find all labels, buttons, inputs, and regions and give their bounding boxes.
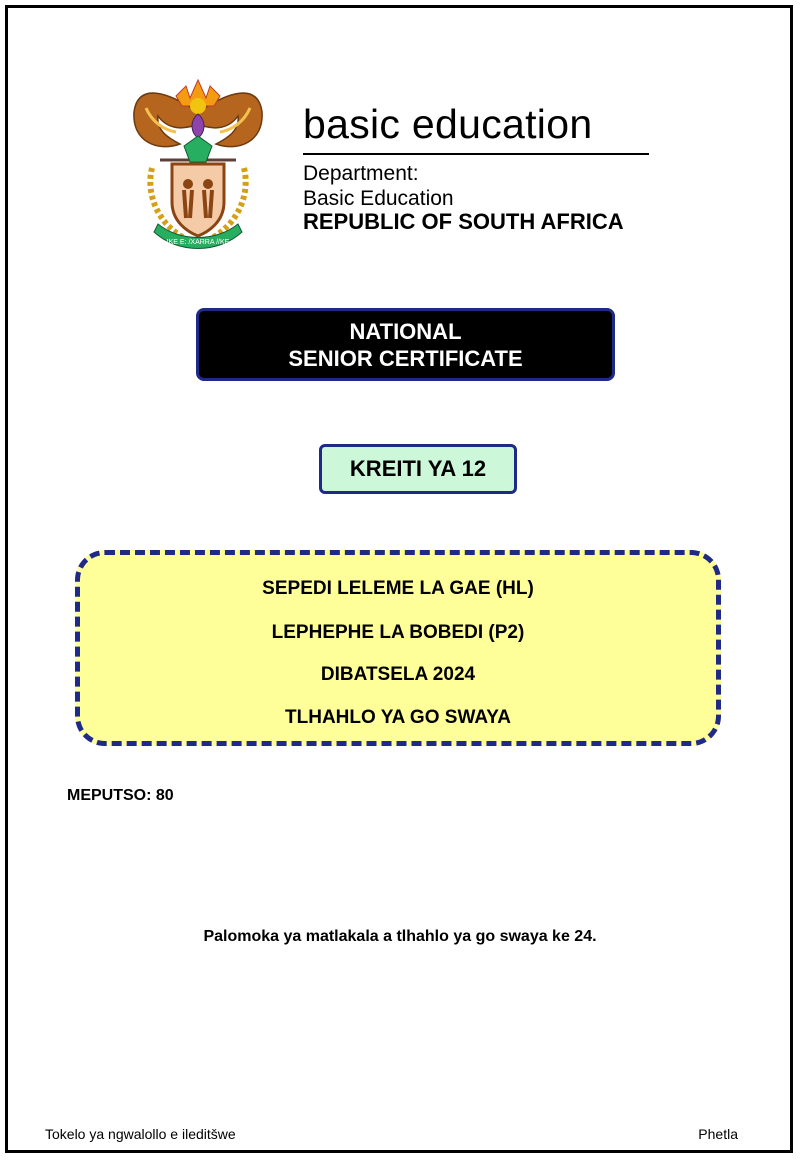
copyright-notice: Tokelo ya ngwalollo e ileditšwe bbox=[45, 1126, 236, 1142]
subject-title: SEPEDI LELEME LA GAE (HL) bbox=[262, 578, 534, 599]
grade-badge bbox=[319, 444, 517, 494]
subject-panel bbox=[75, 550, 721, 746]
page-count-note: Palomoka ya matlakala a tlhahlo ya go swaya ke 24. bbox=[203, 928, 597, 945]
certificate-line-2: SENIOR CERTIFICATE bbox=[288, 345, 523, 371]
motto-text: !KE E: /XARRA //KE bbox=[166, 239, 230, 246]
brand-title: basic education bbox=[303, 101, 593, 147]
country-name: REPUBLIC OF SOUTH AFRICA bbox=[303, 209, 624, 234]
certificate-banner bbox=[196, 308, 615, 381]
department-label: Department: bbox=[303, 162, 419, 185]
grade-label: KREITI YA 12 bbox=[349, 456, 487, 481]
exam-session: DIBATSELA 2024 bbox=[320, 664, 476, 685]
document-type: TLHAHLO YA GO SWAYA bbox=[285, 707, 511, 728]
brand-rule bbox=[303, 153, 649, 155]
turn-over-note: Phetla bbox=[698, 1126, 738, 1142]
department-name: Basic Education bbox=[303, 187, 454, 210]
total-marks: MEPUTSO: 80 bbox=[67, 787, 174, 804]
paper-number: LEPHEPHE LA BOBEDI (P2) bbox=[271, 622, 525, 643]
coat-of-arms-logo bbox=[128, 72, 268, 250]
certificate-line-1: NATIONAL bbox=[349, 318, 462, 344]
